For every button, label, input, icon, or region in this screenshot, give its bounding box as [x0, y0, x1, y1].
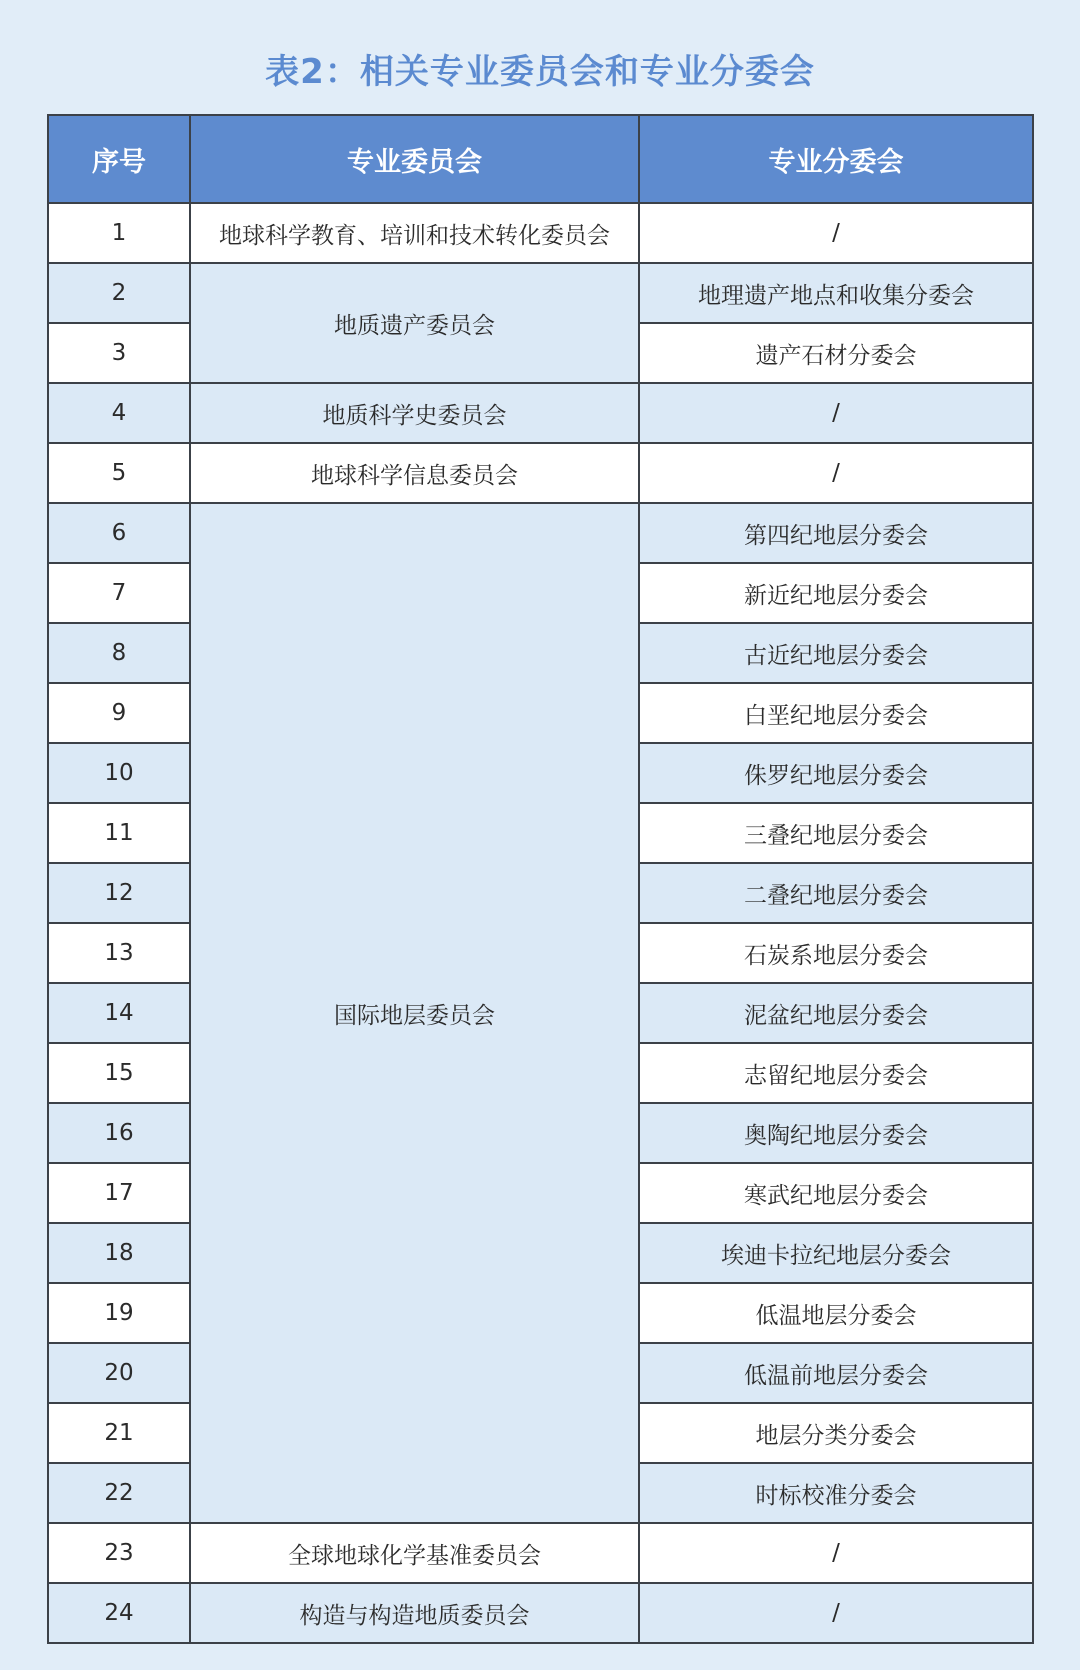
row-index: 2 [48, 263, 190, 323]
row-index: 16 [48, 1103, 190, 1163]
row-index: 18 [48, 1223, 190, 1283]
committee-cell: 构造与构造地质委员会 [190, 1583, 639, 1643]
row-index: 23 [48, 1523, 190, 1583]
committee-cell: 全球地球化学基准委员会 [190, 1523, 639, 1583]
row-index: 6 [48, 503, 190, 563]
subcommittee-cell: / [639, 1583, 1033, 1643]
subcommittee-cell: 低温地层分委会 [639, 1283, 1033, 1343]
committee-cell: 地球科学信息委员会 [190, 443, 639, 503]
table-header-row [48, 115, 1033, 203]
subcommittee-cell: / [639, 1523, 1033, 1583]
table-row [48, 203, 1033, 263]
header-committee: 专业委员会 [190, 115, 639, 203]
row-index: 17 [48, 1163, 190, 1223]
subcommittee-cell: 二叠纪地层分委会 [639, 863, 1033, 923]
row-index: 9 [48, 683, 190, 743]
committee-table [47, 114, 1034, 1644]
row-index: 13 [48, 923, 190, 983]
subcommittee-cell: 寒武纪地层分委会 [639, 1163, 1033, 1223]
subcommittee-cell: 奥陶纪地层分委会 [639, 1103, 1033, 1163]
subcommittee-cell: / [639, 383, 1033, 443]
subcommittee-cell: 第四纪地层分委会 [639, 503, 1033, 563]
row-index: 21 [48, 1403, 190, 1463]
committee-cell: 国际地层委员会 [190, 503, 639, 1523]
subcommittee-cell: 地层分类分委会 [639, 1403, 1033, 1463]
subcommittee-cell: 埃迪卡拉纪地层分委会 [639, 1223, 1033, 1283]
table-row [48, 1583, 1033, 1643]
row-index: 8 [48, 623, 190, 683]
subcommittee-cell: 地理遗产地点和收集分委会 [639, 263, 1033, 323]
committee-cell: 地质遗产委员会 [190, 263, 639, 383]
subcommittee-cell: 古近纪地层分委会 [639, 623, 1033, 683]
row-index: 12 [48, 863, 190, 923]
subcommittee-cell: 泥盆纪地层分委会 [639, 983, 1033, 1043]
table-row [48, 1523, 1033, 1583]
subcommittee-cell: 低温前地层分委会 [639, 1343, 1033, 1403]
subcommittee-cell: 志留纪地层分委会 [639, 1043, 1033, 1103]
subcommittee-cell: 白垩纪地层分委会 [639, 683, 1033, 743]
header-subcommittee: 专业分委会 [639, 115, 1033, 203]
committee-cell: 地球科学教育、培训和技术转化委员会 [190, 203, 639, 263]
table-row [48, 443, 1033, 503]
subcommittee-cell: 新近纪地层分委会 [639, 563, 1033, 623]
row-index: 20 [48, 1343, 190, 1403]
row-index: 24 [48, 1583, 190, 1643]
row-index: 7 [48, 563, 190, 623]
table-row [48, 263, 1033, 323]
subcommittee-cell: 侏罗纪地层分委会 [639, 743, 1033, 803]
row-index: 4 [48, 383, 190, 443]
row-index: 10 [48, 743, 190, 803]
header-index: 序号 [48, 115, 190, 203]
committee-cell: 地质科学史委员会 [190, 383, 639, 443]
table-row [48, 383, 1033, 443]
row-index: 22 [48, 1463, 190, 1523]
subcommittee-cell: 时标校准分委会 [639, 1463, 1033, 1523]
row-index: 19 [48, 1283, 190, 1343]
subcommittee-cell: 石炭系地层分委会 [639, 923, 1033, 983]
subcommittee-cell: / [639, 203, 1033, 263]
row-index: 15 [48, 1043, 190, 1103]
page-title: 表2：相关专业委员会和专业分委会 [265, 52, 815, 92]
row-index: 1 [48, 203, 190, 263]
row-index: 14 [48, 983, 190, 1043]
row-index: 5 [48, 443, 190, 503]
subcommittee-cell: / [639, 443, 1033, 503]
table-row [48, 503, 1033, 563]
row-index: 11 [48, 803, 190, 863]
subcommittee-cell: 三叠纪地层分委会 [639, 803, 1033, 863]
subcommittee-cell: 遗产石材分委会 [639, 323, 1033, 383]
row-index: 3 [48, 323, 190, 383]
